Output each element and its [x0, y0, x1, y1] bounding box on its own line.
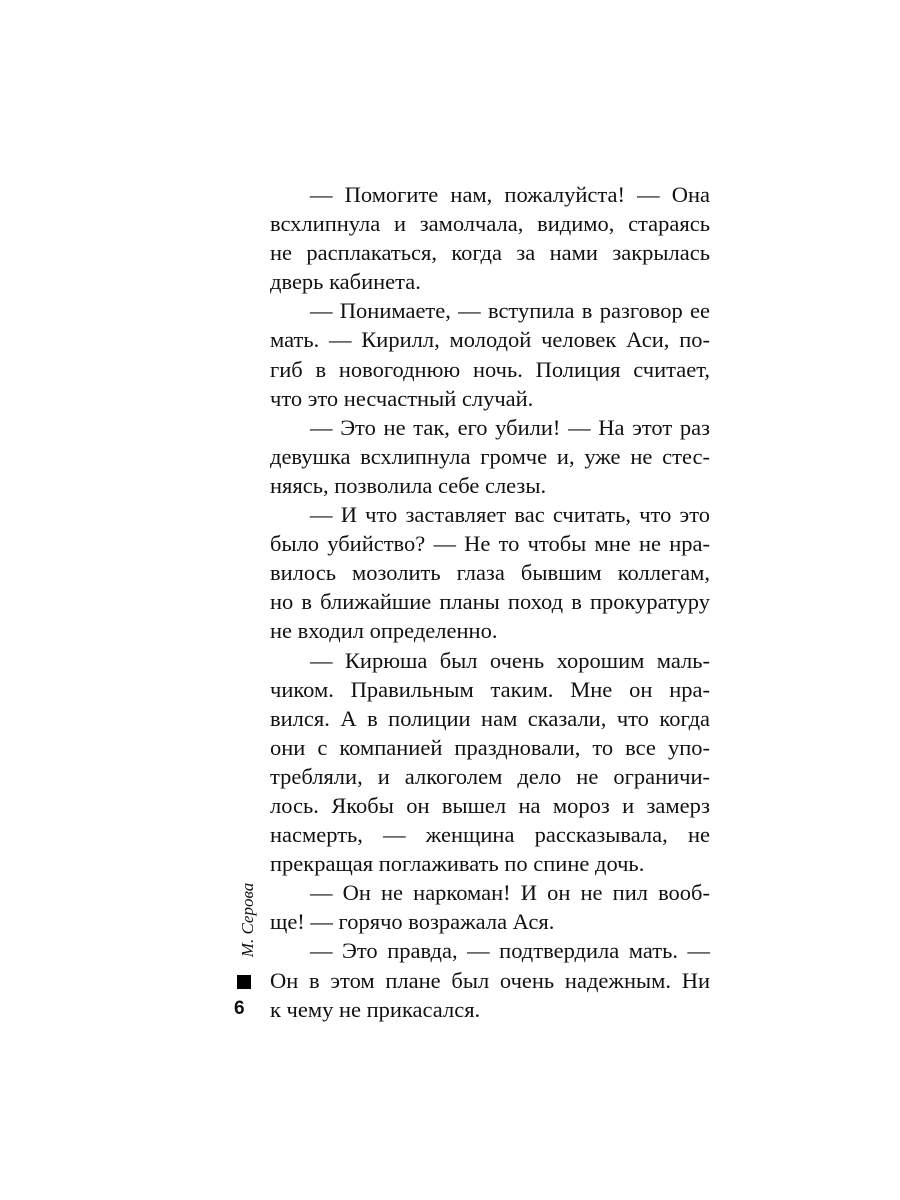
text-line: мать. — Кирилл, молодой человек Аси, по- — [270, 327, 710, 353]
text-line: гиб в новогоднюю ночь. Полиция считает, — [270, 356, 710, 382]
text-line: няясь, позволила себе слезы. — [270, 472, 547, 498]
text-line: требляли, и алкоголем дело не ограничи- — [270, 763, 710, 789]
text-line: чиком. Правильным таким. Мне он нра- — [270, 676, 710, 702]
text-line: — Помогите нам, пожалуйста! — Она — [310, 182, 710, 207]
text-line: было убийство? — Не то чтобы мне не нра- — [270, 531, 710, 557]
page-number: 6 — [234, 998, 245, 1019]
text-line: насмерть, — женщина рассказывала, не — [270, 822, 710, 848]
text-line: что это несчастный случай. — [270, 385, 534, 411]
paragraph-4 — [270, 500, 710, 645]
text-line: вилось мозолить глаза бывшим коллегам, — [270, 560, 710, 586]
text-line: вился. А в полиции нам сказали, что когда — [270, 705, 710, 731]
text-line: — Он не наркоман! И он не пил вооб- — [310, 880, 710, 906]
text-line: дверь кабинета. — [270, 269, 421, 295]
text-line: всхлипнула и замолчала, видимо, стараясь — [270, 211, 710, 237]
text-line: не расплакаться, когда за нами закрылась — [270, 240, 710, 266]
text-line: Он в этом плане был очень надежным. Ни — [270, 967, 710, 993]
text-line: — Это правда, — подтвердила мать. — — [310, 938, 710, 964]
text-line: девушка всхлипнула громче и, уже не стес- — [270, 443, 710, 469]
text-line: к чему не прикасался. — [270, 996, 481, 1022]
running-head — [234, 880, 262, 960]
text-line: лось. Якобы он вышел на мороз и замерз — [270, 792, 710, 818]
running-head-author: М. Серова — [238, 882, 257, 958]
paragraph-2 — [270, 296, 710, 412]
text-line: прекращая поглаживать по спине дочь. — [270, 851, 645, 877]
paragraph-5 — [270, 646, 710, 879]
square-marker-icon — [237, 975, 251, 989]
paragraph-3 — [270, 413, 710, 500]
text-line: ще! — горячо возражала Ася. — [270, 909, 555, 935]
paragraph-6 — [270, 878, 710, 936]
text-line: они с компанией праздновали, то все упо- — [270, 734, 710, 760]
text-line: — Понимаете, — вступила в разговор ее — [310, 298, 710, 324]
text-line: но в ближайшие планы поход в прокуратуру — [270, 589, 710, 615]
body-text — [270, 180, 710, 1024]
text-line: — Кирюша был очень хорошим маль- — [310, 647, 710, 673]
text-line: — И что заставляет вас считать, что это — [310, 502, 710, 528]
paragraph-1 — [270, 180, 710, 296]
text-line: не входил определенно. — [270, 618, 498, 644]
text-line: — Это не так, его убили! — На этот раз — [310, 414, 710, 440]
paragraph-7 — [270, 936, 710, 1023]
